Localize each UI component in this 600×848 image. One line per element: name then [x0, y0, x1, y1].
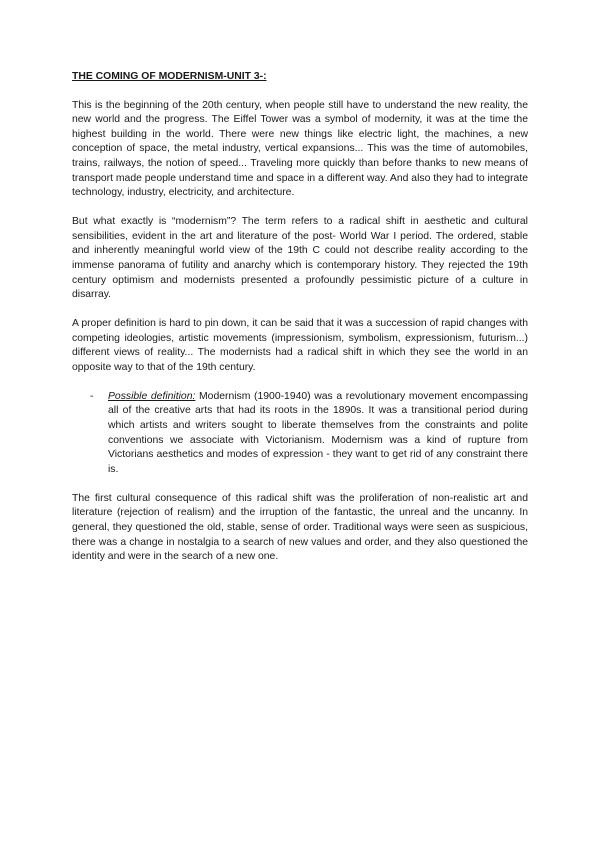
- paragraph-cultural-consequence: The first cultural consequence of this radical shift was the proliferation of non-realistic art and literature (rejection of realism) and the irruption of the fantastic, the unreal and the uncanny. In general, they questioned the old, stable, sense of order. Traditional ways were seen as suspicious, there was a change in nostalgia to a search of new values and order, and they also questioned the identity and were in the search of a new one.: [72, 492, 528, 563]
- paragraph-intro: This is the beginning of the 20th century, when people still have to understand the new reality, the new world and the progress. The Eiffel Tower was a symbol of modernity, it was at the time the highest building in the world. There were new things like electric light, the machines, a new conception of space, the metal industry, vertical expansions... This was the time of automobiles, trains, railways, the notion of speed... Traveling more quickly than before thanks to new means of transport made people understand time and space in a different way. And also they had to integrate technology, industry, electricity, and architecture.: [72, 99, 528, 199]
- document-title: THE COMING OF MODERNISM-UNIT 3-:: [72, 71, 267, 82]
- definition-text: Modernism (1900-1940) was a revolutionary movement encompassing all of the creative arts that had its roots in the 1890s. It was a transitional period during which artists and writers sought to liberate themselves from the constraints and polite conventions we associate with Victorianism. Modernism was a kind of rupture from Victorians aesthetics and modes of expression - they want to get rid of any constraint there is.: [108, 390, 528, 475]
- list-bullet: -: [90, 390, 94, 402]
- paragraph-proper-definition: A proper definition is hard to pin down, it can be said that it was a succession of rapid changes with competing ideologies, artistic movements (impressionism, symbolism, expressionism, futurism...) different views of reality... The modernists had a radical shift in which they see the world in an opposite way to that of the 19th century.: [72, 318, 528, 373]
- definition-list: [72, 390, 528, 478]
- document-body: [72, 70, 528, 579]
- definition-label: Possible definition:: [108, 390, 196, 402]
- definition-list-item: [72, 390, 528, 478]
- paragraph-what-is-modernism: But what exactly is “modernism”? The term refers to a radical shift in aesthetic and cultural sensibilities, evident in the art and literature of the post- World War I period. The ordered, stable and inherently meaningful world view of the 19th C could not describe reality according to the immense panorama of futility and anarchy which is contemporary history. They rejected the 19th century optimism and modernists presented a profoundly pessimistic picture of a culture in disarray.: [72, 216, 528, 301]
